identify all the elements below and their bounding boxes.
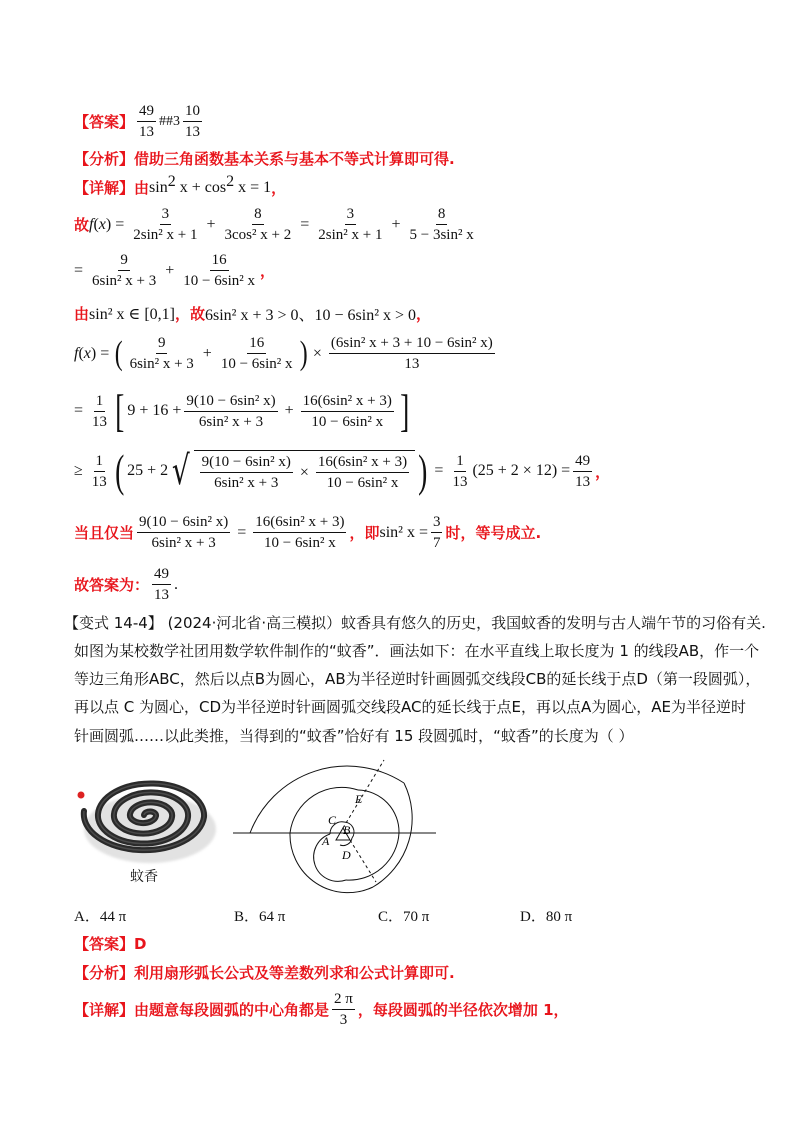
answer-fraction-1: $\frac{49}{13}$ [139,103,155,140]
point-label-a: A [322,834,330,848]
analysis-text: 借助三角函数基本关系与基本不等式计算即可得. [134,150,455,168]
final-answer-line: 故答案为： $\frac{49}{13}$ . [74,566,179,603]
option-b[interactable]: B．64 π [234,909,286,925]
point-label-b: B [343,823,351,837]
option-c[interactable]: C．70 π [378,909,430,925]
question-line-2: 如图为某校数学社团用数学软件制作的“蚊香”．画法如下：在水平直线上取长度为 1 的线段AB，作一个 [74,642,760,660]
answer-separator: ##3 [159,113,181,129]
answer-fraction-2: $\frac{10}{13}$ [185,103,201,140]
question-line-5: 针画圆弧……以此类推，当得到的“蚊香”恰好有 15 段圆弧时，“蚊香”的长度为（ ） [74,727,634,745]
detail-line-4: 由 sin² x ∈ [0,1] ，故 6sin² x + 3 > 0、10 − 6sin² x > 0 ， [74,305,432,324]
analysis-tag: 【分析】 [74,150,135,168]
detail-line-6: = $\frac{1}{13}$ [ 9 + 16 + $\frac{\text{9(10 − 6sin² x)}}{\text{6sin² x + 3}}$ + $\frac{\text{16(6sin² x + 3)}}{\text{10 − 6sin² x}}$ ] [74,385,410,436]
detail-line-9: 【详解】 由题意每段圆弧的中心角都是 $\frac{2 \pi}{3}$ ，每段圆弧的半径依次增加 1， [74,991,569,1028]
option-a[interactable]: A．44 π [74,909,127,925]
coil-ember-icon [78,792,85,799]
detail-line-8: 当且仅当 $\frac{\text{9(10 − 6sin² x)}}{\text{6sin² x + 3}}$ = $\frac{\text{16(6sin² x + 3)}}{\text{10 − 6sin² x}}$ ，即 sin² x = $\frac{3}{7}$ 时，等号成立. [74,514,542,551]
point-label-d: D [342,848,351,862]
detail-line-5: f ( x ) = ( $\frac{9}{\text{6sin² x + 3}}$ + $\frac{16}{\text{10 − 6sin² x}}$ ) × $\frac{\text{(6sin² x + 3 + 10 − 6sin² x)}}{13}$ [74,334,493,372]
figure-caption: 蚊香 [130,869,158,885]
analysis-line-1 [74,148,455,169]
option-d[interactable]: D．80 π [520,909,573,925]
point-label-c: C [328,813,337,827]
answer-line-2: 【答案】 D [74,934,147,953]
analysis-line-2: 【分析】 利用扇形弧长公式及等差数列求和公式计算即可. [74,964,455,982]
answer-tag: 【答案】 [74,113,135,131]
answer-line-1 [74,102,205,141]
detail-line-3: = $\frac{9}{\text{6sin² x + 3}}$ + $\frac{16}{\text{10 − 6sin² x}}$ ， [74,252,276,289]
detail-line-2: 故 f ( x ) = $\frac{3}{\text{2sin² x + 1}}$ + $\frac{8}{\text{3cos² x + 2}}$ = $\frac{3}{\text{2sin² x + 1}}$ + $\frac{8}{\text{5 − 3sin² x}}$ [74,206,474,243]
question-line-3: 等边三角形ABC，然后以点B为圆心，AB为半径逆时针画圆弧交线段CB的延长线于点D（第一段圆弧）， [74,670,761,688]
question-line-4: 再以点 C 为圆心，CD为半径逆时针画圆弧交线段AC的延长线于点E，再以点A为圆心，AE为半径逆时 [74,698,746,716]
mosquito-coil-image [72,765,222,880]
question-line-1: 【变式 14-4】 (2024·河北省·高三模拟）蚊香具有悠久的历史，我国蚊香的发明与古人端午节的习俗有关. [64,614,766,632]
spiral-arc-diagram [228,752,443,894]
detail-line-1: 【详解】 由 sin $^2$ x + cos $^2$ x = 1 ， [74,172,287,197]
detail-line-7: ≥ $\frac{1}{13}$ ( 25 + 2 √ $\frac{\text{9(10 − 6sin² x)}}{\text{6sin² x + 3}}$ × $\frac{\text{16(6sin² x + 3)}}{\text{10 − 6sin² x}}$ ) = $\frac{1}{13}$ (25 + 2 × 12) = $\frac{49}{13}$ ， [74,445,611,496]
point-label-e: E [355,792,363,806]
